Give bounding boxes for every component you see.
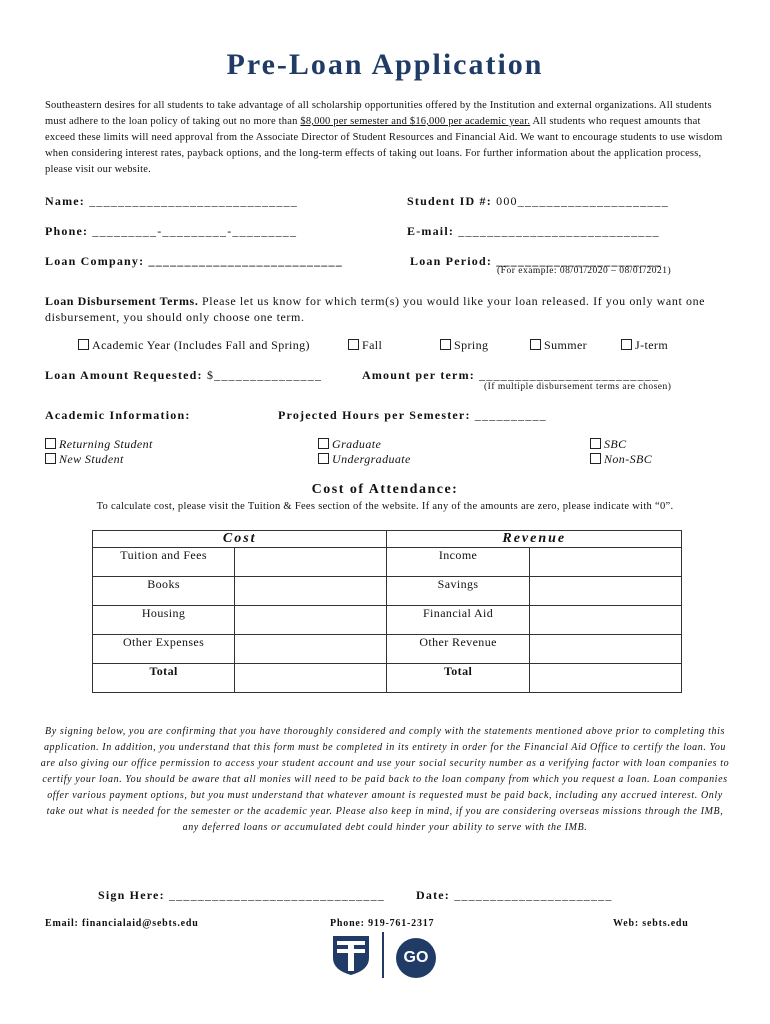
amount-per-term-note: (If multiple disbursement terms are chosen) bbox=[484, 382, 672, 392]
loan-company-field[interactable] bbox=[45, 254, 343, 269]
cost-amount-cell[interactable] bbox=[235, 606, 387, 635]
loan-limit-policy: $8,000 per semester and $16,000 per academic year. bbox=[300, 116, 531, 127]
checkbox-icon[interactable] bbox=[530, 339, 541, 350]
footer-phone: Phone: 919-761-2317 bbox=[330, 918, 435, 929]
table-row bbox=[93, 635, 682, 664]
term-spring-checkbox[interactable] bbox=[440, 338, 488, 353]
sebts-shield-logo-icon bbox=[331, 934, 371, 976]
signature-field[interactable] bbox=[98, 888, 385, 903]
table-total-row bbox=[93, 664, 682, 693]
non-sbc-checkbox[interactable] bbox=[590, 452, 652, 467]
loan-amount-line[interactable]: $_______________ bbox=[206, 368, 323, 382]
sbc-checkbox[interactable] bbox=[590, 437, 627, 452]
option-label: SBC bbox=[604, 437, 627, 451]
projected-hours-field[interactable] bbox=[278, 408, 547, 423]
graduate-checkbox[interactable] bbox=[318, 437, 381, 452]
loan-company-line[interactable]: ___________________________ bbox=[148, 254, 343, 268]
phone-field[interactable] bbox=[45, 224, 297, 239]
sign-line[interactable]: ______________________________ bbox=[168, 888, 385, 902]
name-line[interactable]: _____________________________ bbox=[89, 194, 298, 208]
loan-amount-label: Loan Amount Requested: bbox=[45, 368, 203, 382]
name-field[interactable] bbox=[45, 194, 298, 209]
term-label: Spring bbox=[454, 338, 489, 352]
returning-student-checkbox[interactable] bbox=[45, 437, 153, 452]
term-fall-checkbox[interactable] bbox=[348, 338, 382, 353]
option-label: Graduate bbox=[332, 437, 382, 451]
checkbox-icon[interactable] bbox=[318, 438, 329, 449]
term-label: J-term bbox=[635, 338, 669, 352]
checkbox-icon[interactable] bbox=[45, 438, 56, 449]
term-summer-checkbox[interactable] bbox=[530, 338, 587, 353]
intro-paragraph bbox=[45, 98, 725, 178]
projected-hours-label: Projected Hours per Semester: bbox=[278, 408, 471, 422]
table-row bbox=[93, 606, 682, 635]
sign-label: Sign Here: bbox=[98, 888, 165, 902]
term-label: Fall bbox=[362, 338, 383, 352]
cost-label: Books bbox=[93, 577, 235, 606]
checkbox-icon[interactable] bbox=[78, 339, 89, 350]
signature-statement: By signing below, you are confirming that you have thoroughly considered and comply with the statements mentioned above prior to completing this application. In addition, you understand that this form must be completed in its entirety in order for the Financial Aid Office to certify the loan. You are also giving our office permission to access your student account and use your social security number as a verifying factor with loan companies to certify your loan. You should be aware that all monies will need to be paid back to the loan company from which you request a loan. Loan companies offer various payment options, but you must understand that whatever amount is requested must be paid back, including any accrued interest. Only take out what is needed for the semester or the academic year. Please also keep in mind, if you are considering overseas missions through the IMB, any deferred loans or accumulated debt could hinder your ability to serve with the IMB. bbox=[40, 726, 730, 833]
cost-amount-cell[interactable] bbox=[235, 548, 387, 577]
checkbox-icon[interactable] bbox=[318, 453, 329, 464]
page-title: Pre-Loan Application bbox=[226, 48, 544, 81]
term-label: Summer bbox=[544, 338, 588, 352]
loan-amount-field[interactable] bbox=[45, 368, 322, 383]
student-id-label: Student ID #: bbox=[407, 194, 492, 208]
email-label: E-mail: bbox=[407, 224, 455, 238]
option-label: New Student bbox=[59, 452, 124, 466]
option-label: Non-SBC bbox=[604, 452, 653, 466]
revenue-amount-cell[interactable] bbox=[529, 635, 681, 664]
table-row bbox=[93, 548, 682, 577]
revenue-label: Financial Aid bbox=[387, 606, 529, 635]
checkbox-icon[interactable] bbox=[45, 453, 56, 464]
revenue-total-cell[interactable] bbox=[529, 664, 681, 693]
email-field[interactable] bbox=[407, 224, 660, 239]
cost-total-label: Total bbox=[93, 664, 235, 693]
student-id-line[interactable]: 000_____________________ bbox=[496, 194, 669, 208]
table-row bbox=[93, 577, 682, 606]
revenue-label: Other Revenue bbox=[387, 635, 529, 664]
amount-per-term-line[interactable]: _________________________ bbox=[479, 368, 660, 382]
revenue-header: Revenue bbox=[387, 531, 682, 548]
revenue-total-label: Total bbox=[387, 664, 529, 693]
table-header-row bbox=[93, 531, 682, 548]
intro-text-1: Southeastern desires for all students to take advantage of all scholarship opportunities offered by the Institution and external organizations. All students must adhere to the loan policy of taking out no more than bbox=[45, 100, 712, 127]
name-label: Name: bbox=[45, 194, 85, 208]
loan-company-label: Loan Company: bbox=[45, 254, 145, 268]
go-logo-icon: GO bbox=[396, 938, 436, 978]
checkbox-icon[interactable] bbox=[590, 438, 601, 449]
revenue-label: Savings bbox=[387, 577, 529, 606]
term-j-term-checkbox[interactable] bbox=[621, 338, 668, 353]
revenue-label: Income bbox=[387, 548, 529, 577]
date-label: Date: bbox=[416, 888, 450, 902]
new-student-checkbox[interactable] bbox=[45, 452, 124, 467]
projected-hours-line[interactable]: __________ bbox=[474, 408, 547, 422]
disbursement-heading: Loan Disbursement Terms. bbox=[45, 294, 199, 308]
cost-amount-cell[interactable] bbox=[235, 635, 387, 664]
option-label: Undergraduate bbox=[332, 452, 411, 466]
footer-web: Web: sebts.edu bbox=[613, 918, 689, 929]
loan-period-label: Loan Period: bbox=[410, 254, 493, 268]
loan-period-example: (For example: 08/01/2020 – 08/01/2021) bbox=[497, 266, 672, 276]
undergraduate-checkbox[interactable] bbox=[318, 452, 411, 467]
cost-label: Housing bbox=[93, 606, 235, 635]
cost-label: Tuition and Fees bbox=[93, 548, 235, 577]
amount-per-term-field[interactable] bbox=[362, 368, 659, 383]
loan-period-line[interactable]: _______________________ bbox=[496, 254, 662, 268]
cost-label: Other Expenses bbox=[93, 635, 235, 664]
email-line[interactable]: ____________________________ bbox=[458, 224, 660, 238]
cost-of-attendance-title: Cost of Attendance: bbox=[311, 482, 459, 497]
term-label: Academic Year (Includes Fall and Spring) bbox=[92, 338, 310, 352]
checkbox-icon[interactable] bbox=[590, 453, 601, 464]
academic-info-heading: Academic Information: bbox=[45, 408, 191, 422]
revenue-amount-cell[interactable] bbox=[529, 606, 681, 635]
cost-amount-cell[interactable] bbox=[235, 577, 387, 606]
cost-of-attendance-table bbox=[92, 530, 682, 693]
cost-header: Cost bbox=[93, 531, 387, 548]
date-field[interactable] bbox=[416, 888, 613, 903]
option-label: Returning Student bbox=[59, 437, 153, 451]
term-academic-year-checkbox[interactable] bbox=[78, 338, 310, 353]
student-id-field[interactable] bbox=[407, 194, 669, 209]
disbursement-text: Please let us know for which term(s) you would like your loan released. If you only want one disbursement, you should only choose one term. bbox=[45, 294, 706, 324]
disbursement-paragraph bbox=[45, 293, 725, 325]
phone-line[interactable]: _________-_________-_________ bbox=[92, 224, 298, 238]
cost-of-attendance-instructions: To calculate cost, please visit the Tuition & Fees section of the website. If any of the amounts are zero, please indicate with “0”. bbox=[96, 501, 674, 512]
revenue-amount-cell[interactable] bbox=[529, 548, 681, 577]
revenue-amount-cell[interactable] bbox=[529, 577, 681, 606]
checkbox-icon[interactable] bbox=[348, 339, 359, 350]
checkbox-icon[interactable] bbox=[621, 339, 632, 350]
cost-total-cell[interactable] bbox=[235, 664, 387, 693]
footer-email: Email: financialaid@sebts.edu bbox=[45, 918, 199, 929]
intro-text-2: All students who request amounts that exceed these limits will need approval from the Associate Director of Student Resources and Financial Aid. We want to encourage students to use wisdom when considering interest rates, payback options, and the long-term effects of taking out loans. For further information about the application process, please visit our website. bbox=[45, 116, 723, 175]
amount-per-term-label: Amount per term: bbox=[362, 368, 475, 382]
logo-divider bbox=[382, 932, 384, 978]
phone-label: Phone: bbox=[45, 224, 89, 238]
date-line[interactable]: ______________________ bbox=[454, 888, 613, 902]
checkbox-icon[interactable] bbox=[440, 339, 451, 350]
